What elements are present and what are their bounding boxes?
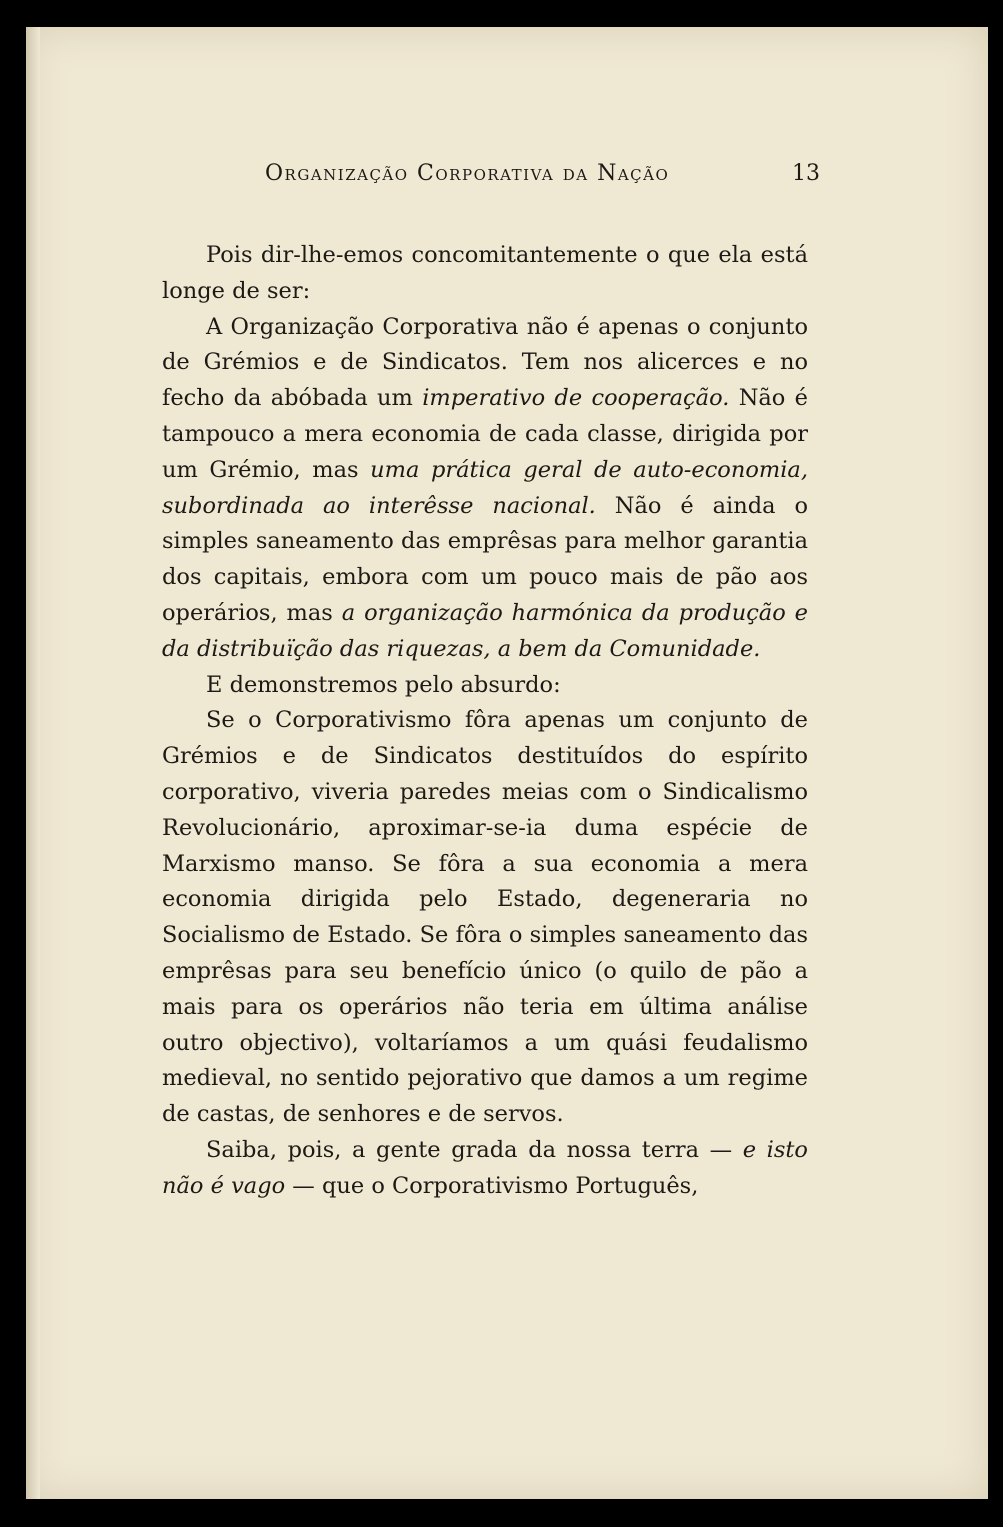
italic-text: uma prática geral de auto-economia, subordinada ao interêsse nacional. bbox=[162, 456, 808, 519]
page-number: 13 bbox=[792, 161, 820, 186]
text-run: Saiba, pois, a gente grada da nossa terra — bbox=[206, 1136, 743, 1163]
running-title: Organização Corporativa da Nação bbox=[265, 161, 670, 186]
text-run: Se o Corporativismo fôra apenas um conjunto de Grémios e de Sindicatos destituídos do espírito corporativo, viveria paredes meias com o Sindicalismo Revolucionário, aproximar-se-ia duma espécie de Marxismo manso. Se fôra a sua economia a mera economia dirigida pelo Estado, degeneraria no Socialismo de Estado. Se fôra o simples saneamento das emprêsas para seu benefício único (o quilo de pão a mais para os operários não teria em última análise outro objectivo), voltaríamos a um quási feudalismo medieval, no sentido pejorativo que damos a um regime de castas, de senhores e de servos. bbox=[162, 707, 808, 1128]
running-header bbox=[265, 161, 820, 197]
paragraph bbox=[162, 238, 808, 310]
paragraph bbox=[162, 668, 808, 704]
text-run: A Organização Corporativa não é apenas o conjunto de Grémios e de Sindicatos. Tem nos alicerces e no fecho da abóbada um bbox=[162, 313, 808, 412]
paragraph bbox=[162, 1133, 808, 1205]
italic-text: e isto não é vago bbox=[162, 1136, 808, 1199]
italic-text: a organização harmónica da produção e da distribuïção das riquezas, a bem da Comunidade. bbox=[162, 599, 808, 662]
text-run: — que o Corporativismo Português, bbox=[285, 1172, 699, 1199]
italic-text: imperativo de cooperação. bbox=[422, 385, 730, 412]
text-run: E demonstremos pelo absurdo: bbox=[206, 671, 561, 698]
text-run: Não é ainda o simples saneamento das emprêsas para melhor garantia dos capitais, embora com um pouco mais de pão aos operários, mas bbox=[162, 492, 808, 626]
text-run: Não é tampouco a mera economia de cada classe, dirigida por um Grémio, mas bbox=[162, 385, 808, 483]
page-gutter bbox=[26, 27, 40, 1499]
body-text bbox=[162, 238, 808, 1205]
paragraph bbox=[162, 703, 808, 1133]
text-run: Pois dir-lhe-emos concomitantemente o que ela está longe de ser: bbox=[162, 242, 808, 304]
paragraph bbox=[162, 310, 808, 668]
